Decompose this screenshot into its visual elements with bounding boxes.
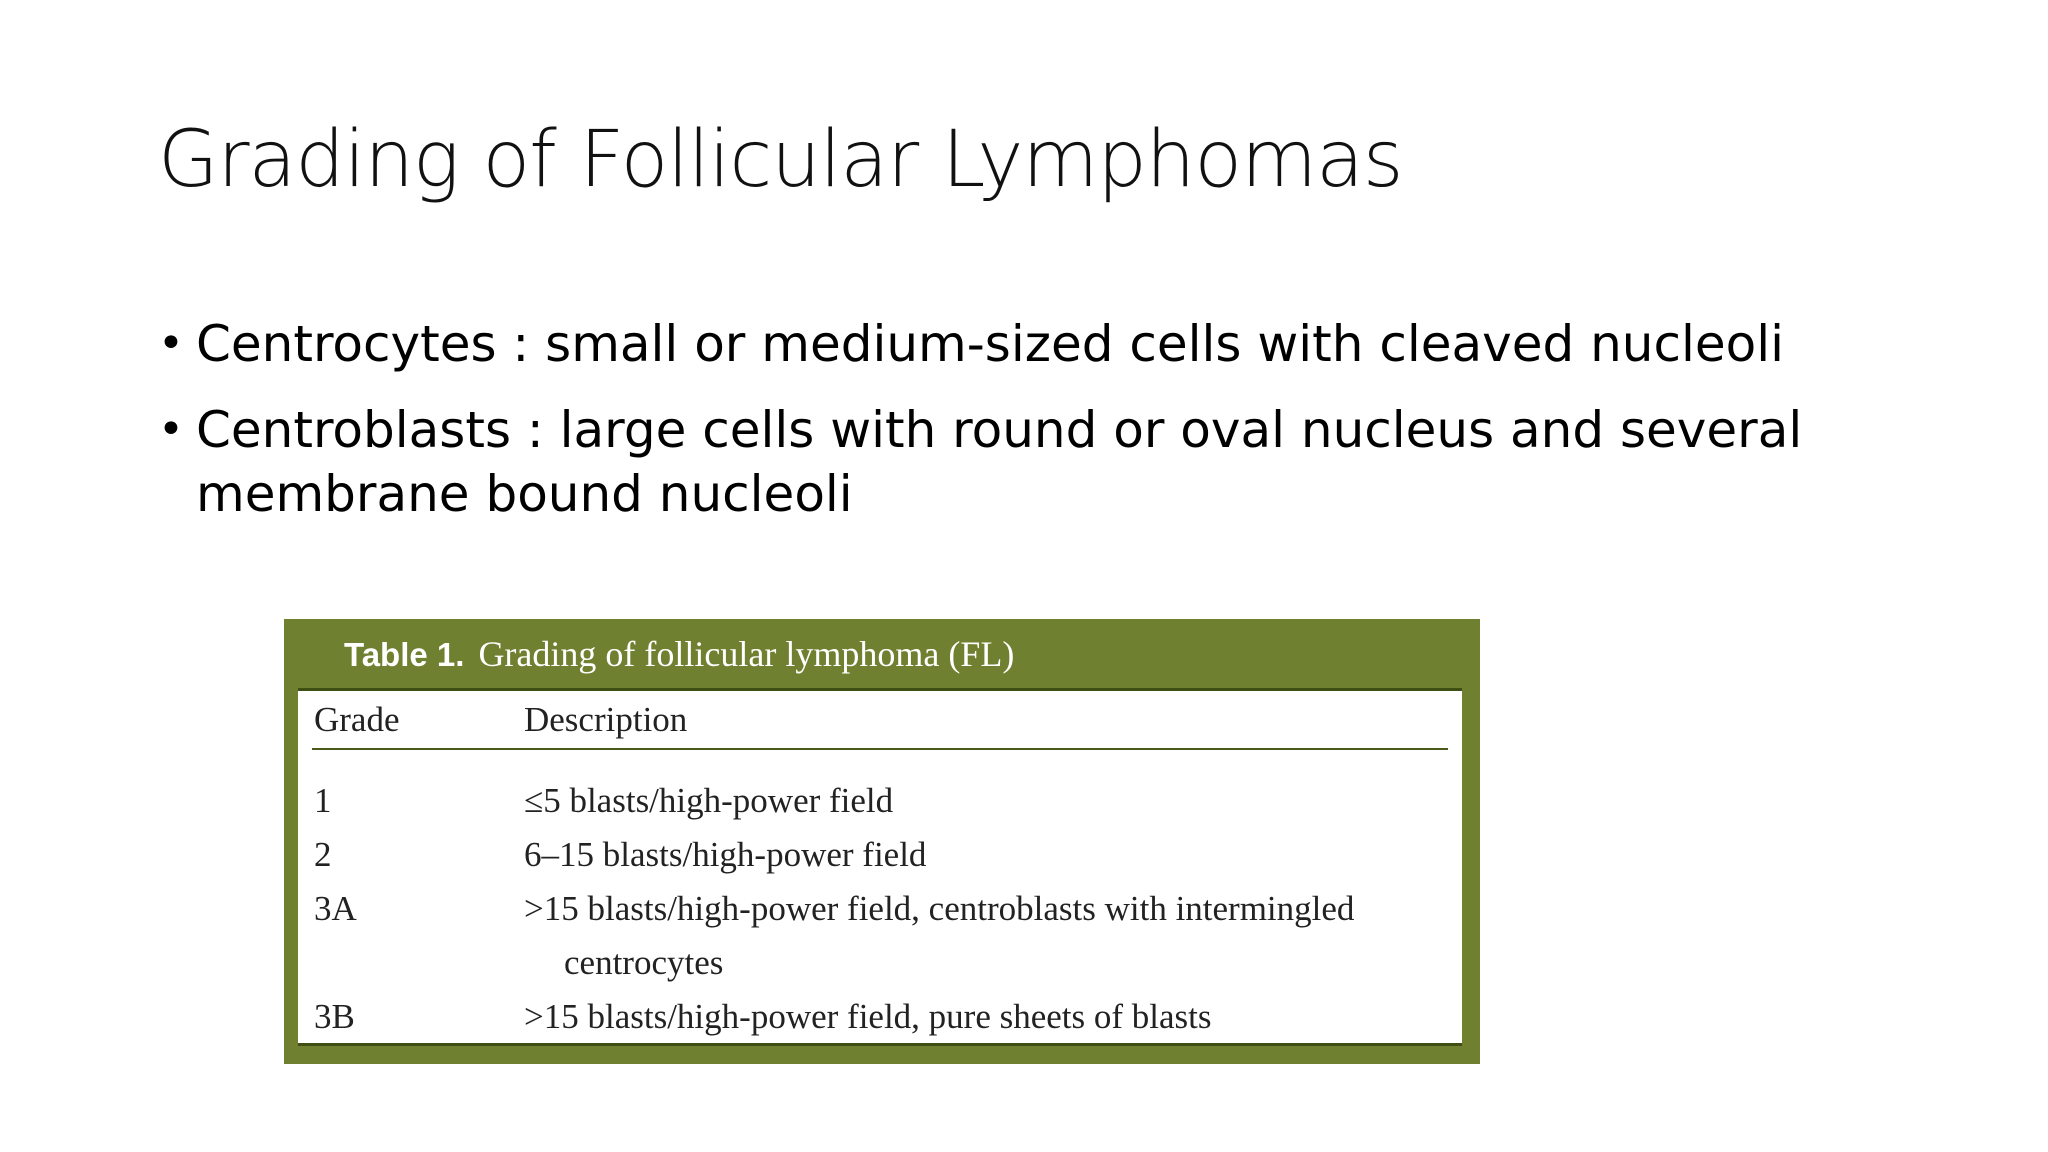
row-grade: 2	[314, 835, 332, 874]
bullet-text: Centroblasts : large cells with round or oval nucleus and several membrane bound nucleoli	[196, 401, 1803, 523]
bullet-dot-icon: •	[158, 404, 184, 455]
row-description	[524, 882, 1454, 990]
bullet-item-centrocytes	[158, 312, 1858, 376]
grading-table	[284, 619, 1480, 1064]
table-caption-text: Grading of follicular lymphoma (FL)	[478, 634, 1015, 674]
header-divider	[312, 748, 1448, 750]
header-description: Description	[524, 700, 688, 739]
table-caption	[344, 629, 1014, 679]
row-description: ≤5 blasts/high-power field	[524, 781, 894, 820]
row-grade: 1	[314, 781, 332, 820]
row-grade: 3B	[314, 997, 355, 1036]
table-caption-label: Table 1.	[344, 636, 465, 673]
table-body	[298, 688, 1462, 1046]
bullet-list	[158, 312, 1858, 548]
row-description: 6–15 blasts/high-power field	[524, 835, 927, 874]
row-description-continuation: centrocytes	[564, 943, 724, 982]
row-description: >15 blasts/high-power field, pure sheets of blasts	[524, 997, 1212, 1036]
row-description-line: >15 blasts/high-power field, centroblasts with intermingled	[524, 889, 1355, 928]
bullet-text: Centrocytes : small or medium-sized cells with cleaved nucleoli	[196, 315, 1784, 373]
bullet-item-centroblasts	[158, 398, 1858, 526]
row-grade: 3A	[314, 889, 357, 928]
bullet-dot-icon: •	[158, 318, 184, 369]
slide-title: Grading of Follicular Lymphomas	[158, 115, 1403, 205]
header-grade: Grade	[314, 700, 400, 739]
table-header	[298, 691, 1462, 748]
